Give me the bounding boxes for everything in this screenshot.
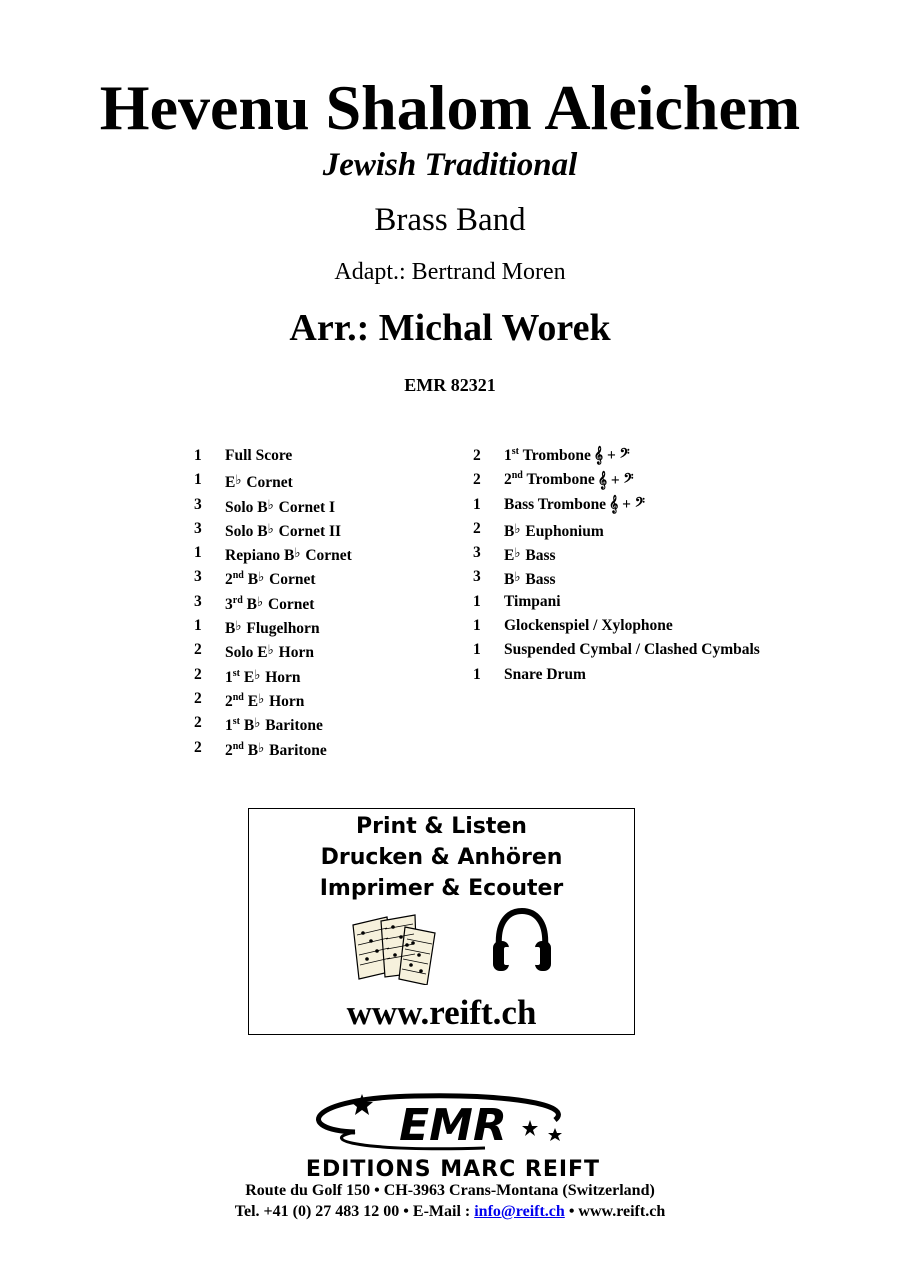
part-quantity: 2 [194,665,202,683]
part-name-text: Snare Drum [504,665,586,683]
part-name [225,517,341,544]
ordinal-suffix: st [232,667,240,679]
ordinal-suffix: nd [232,691,244,703]
part-name-text: Horn [278,644,314,662]
part-quantity: 3 [194,592,202,610]
arranger-credit: Arr.: Michal Worek [289,307,611,349]
part-name [225,565,316,592]
part-name-text: Euphonium [525,522,604,540]
part-name [504,565,556,592]
ordinal-suffix: nd [232,740,244,752]
headphones-icon [491,907,553,975]
flat-sign: ♭ [254,715,261,731]
ordinal-suffix: st [232,716,240,728]
part-name-text: Baritone [265,717,323,735]
part-name-text: 2 [504,471,512,489]
flat-sign: ♭ [294,545,301,561]
part-name-text: E [504,547,515,565]
part-name-text: B [247,741,259,759]
part-name-text: B [243,717,255,735]
part-name-text: Solo E [225,644,268,662]
ordinal-suffix: nd [232,570,244,582]
part-quantity: 2 [473,471,481,489]
part-name-text: Trombone [526,471,595,489]
part-name [504,468,634,493]
promo-line-english: Print & Listen [356,814,527,839]
logo-wordmark: EDITIONS MARC REIFT [305,1157,601,1180]
part-name [504,493,645,518]
part-quantity: 1 [473,495,481,513]
part-quantity: 3 [473,568,481,586]
part-name [504,614,673,638]
part-name-text: E [247,692,259,710]
sheet-music-icon [347,913,443,985]
flat-sign: ♭ [267,520,274,536]
ordinal-suffix: nd [511,470,523,482]
ordinal-suffix: st [511,446,519,457]
part-name-text: 1 [225,717,233,735]
clef-icons: 𝄞 + 𝄢 [597,471,634,489]
part-name-text: Bass [525,571,556,589]
adaptation-credit: Adapt.: Bertrand Moren [334,259,566,285]
part-quantity: 1 [194,544,202,562]
part-name [504,638,760,662]
part-quantity: 2 [194,641,202,659]
part-name-text: E [243,668,255,686]
part-name-text: 3 [225,595,233,613]
part-name-text: Baritone [269,741,327,759]
publisher-contact [0,1201,900,1222]
part-name [504,541,556,568]
part-name-text: Horn [265,668,301,686]
part-quantity: 1 [473,617,481,635]
part-quantity: 1 [473,665,481,683]
part-name-text: Suspended Cymbal / Clashed Cymbals [504,641,760,659]
part-name-text: Bass [525,547,556,565]
part-name [504,590,561,614]
flat-sign: ♭ [258,690,265,706]
part-quantity: 2 [473,447,481,464]
part-name-text: Cornet II [278,522,342,540]
flat-sign: ♭ [258,569,265,585]
part-name-text: 2 [225,692,233,710]
part-name-text: Repiano B [225,547,295,565]
email-link[interactable]: info@reift.ch [474,1203,565,1220]
promo-line-french: Imprimer & Ecouter [319,876,564,901]
part-name [504,663,586,687]
part-name [225,468,293,495]
part-quantity: 1 [194,471,202,489]
part-name-text: E [225,474,236,492]
part-name [225,541,352,568]
clef-icons: 𝄞 + 𝄢 [593,447,630,465]
part-quantity: 3 [194,495,202,513]
part-quantity: 3 [473,544,481,562]
part-name [225,638,314,665]
part-name-text: Trombone [522,447,591,464]
part-name-text: Glockenspiel / Xylophone [504,617,673,635]
part-quantity: 2 [194,689,202,707]
part-name-text: Bass Trombone [504,495,607,513]
flat-sign: ♭ [258,739,265,755]
part-quantity: 1 [194,617,202,635]
part-name-text: 1 [225,668,233,686]
score-subtitle: Jewish Traditional [322,147,578,183]
part-quantity: 2 [194,738,202,756]
part-name-text: 2 [225,571,233,589]
part-quantity: 1 [473,641,481,659]
print-listen-box [248,808,635,1035]
part-quantity: 1 [473,592,481,610]
flat-sign: ♭ [235,472,242,488]
part-name [225,590,314,617]
part-quantity: 1 [194,447,202,464]
part-name-text: B [246,595,257,613]
part-name [504,517,604,544]
part-quantity: 2 [473,519,481,537]
part-name-text: 1 [504,447,512,464]
flat-sign: ♭ [256,593,264,609]
part-name-text: B [247,571,259,589]
part-name [225,493,335,520]
ensemble-label: Brass Band [374,202,526,238]
part-name [504,444,630,469]
promo-website[interactable]: www.reift.ch [346,993,537,1032]
flat-sign: ♭ [514,520,521,536]
part-name-text: Solo B [225,498,268,516]
part-name-text: Cornet [267,595,315,613]
clef-icons: 𝄞 + 𝄢 [609,495,645,513]
part-name-text: Solo B [225,522,268,540]
part-name-text: 2 [225,741,233,759]
part-name [225,444,292,468]
part-name-text: Cornet [305,547,352,565]
catalog-number: EMR 82321 [404,375,496,395]
flat-sign: ♭ [254,666,261,682]
ordinal-suffix: rd [232,594,243,606]
part-name-text: B [504,522,515,540]
part-name-text: Full Score [225,447,293,464]
flat-sign: ♭ [514,545,521,561]
part-quantity: 3 [194,519,202,537]
flat-sign: ♭ [235,618,242,634]
part-name-text: Cornet [269,571,316,589]
part-quantity: 3 [194,568,202,586]
emr-logo [255,1090,650,1180]
contact-website[interactable]: • www.reift.ch [564,1203,666,1220]
score-title: Hevenu Shalom Aleichem [99,72,801,143]
part-name [225,711,323,738]
part-name-text: Cornet [246,474,293,492]
contact-tel: Tel. +41 (0) 27 483 12 00 • E-Mail : [234,1203,475,1220]
part-name-text: Flugelhorn [246,620,320,638]
logo-text: EMR [399,1100,507,1151]
part-name-text: Cornet I [278,498,336,516]
flat-sign: ♭ [267,496,274,512]
part-name-text: Timpani [504,592,561,610]
part-name [225,663,301,690]
part-name [225,736,327,763]
publisher-address: Route du Golf 150 • CH-3963 Crans-Montana (Switzerland) [245,1182,655,1199]
part-name [225,687,304,714]
flat-sign: ♭ [267,642,274,658]
flat-sign: ♭ [514,569,521,585]
part-name-text: B [225,620,236,638]
part-name [225,614,320,641]
promo-line-german: Drucken & Anhören [320,845,563,870]
part-name-text: Horn [269,692,305,710]
part-quantity: 2 [194,714,202,732]
part-name-text: B [504,571,515,589]
